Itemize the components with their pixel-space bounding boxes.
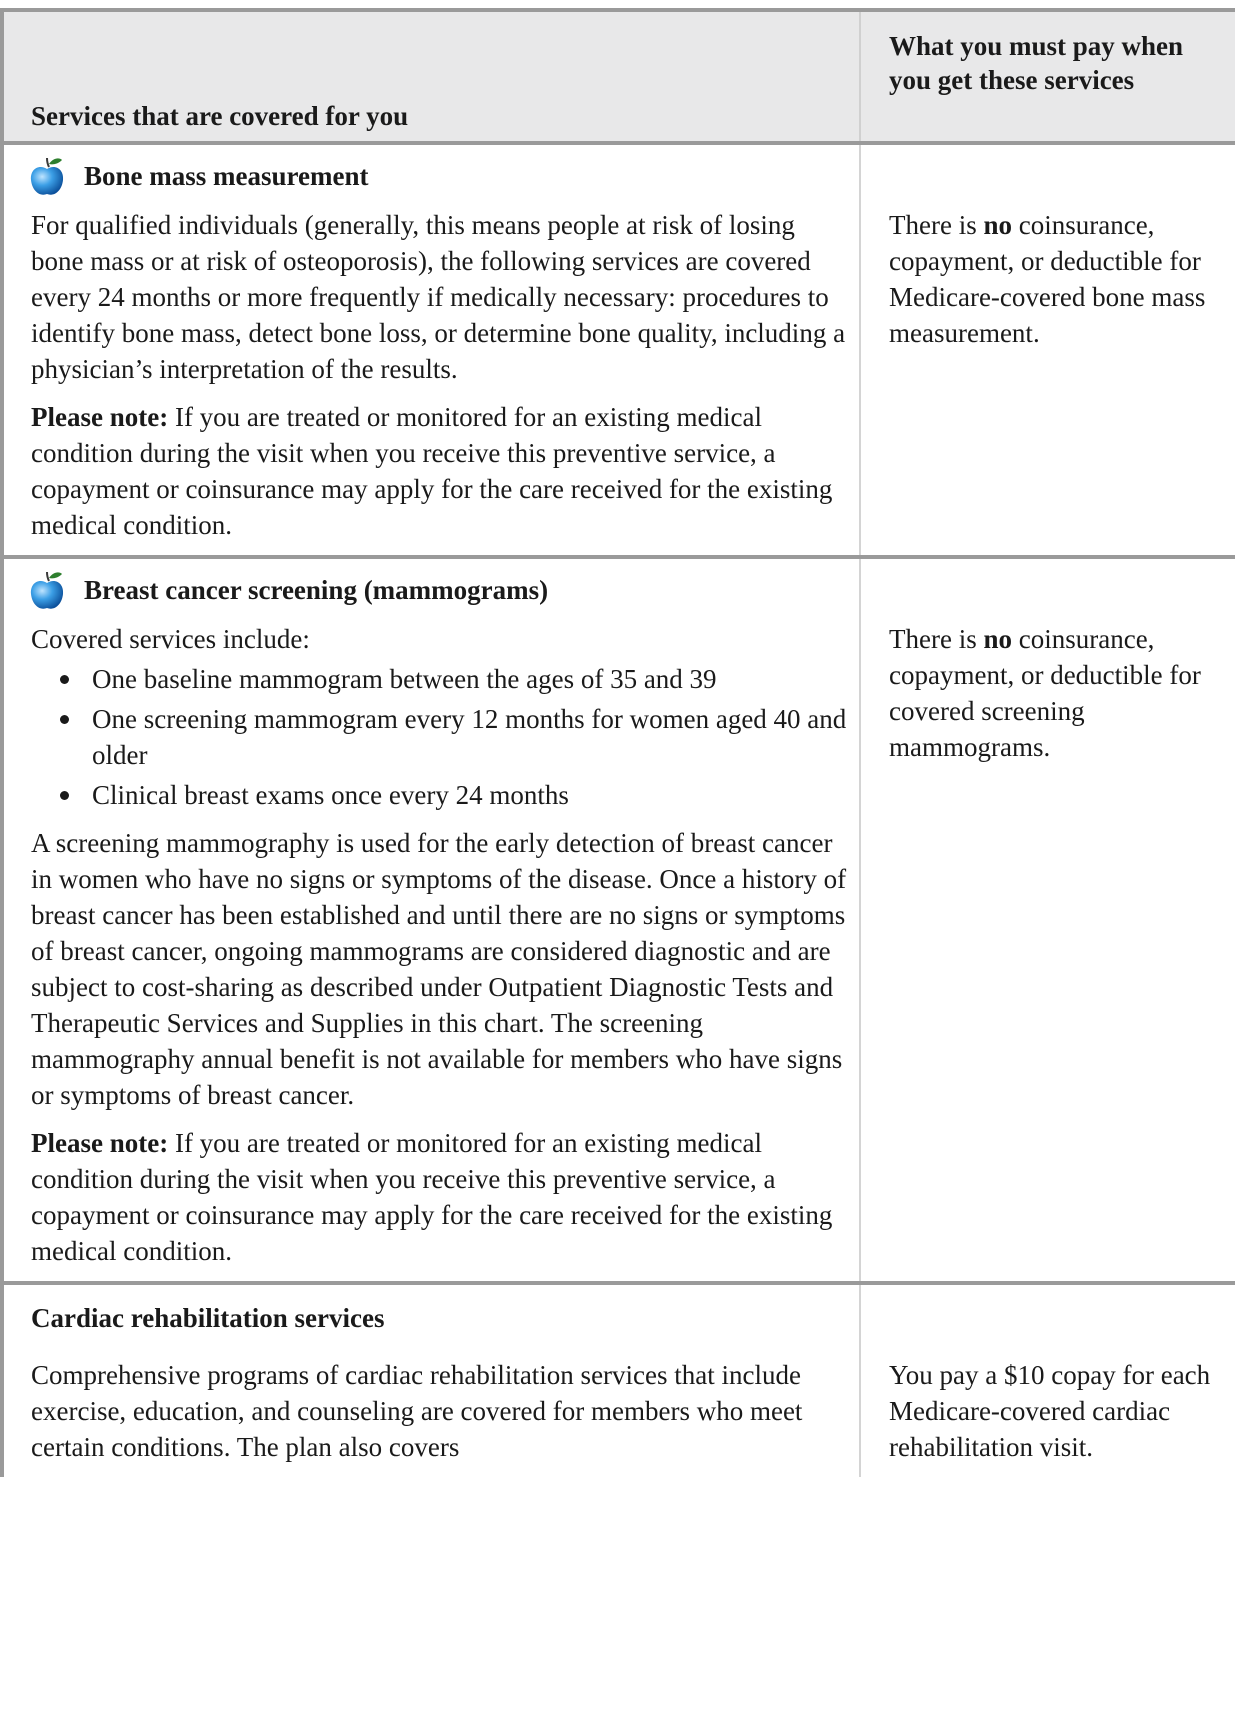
service-description: For qualified individuals (generally, this means people at risk of losing bone mass or at risk of osteoporosis), the following services are covered every 24 months or more frequently if medically necessary: procedures to identify bone mass, detect bone loss, or determine bone quality, including a physician’s interpretation of the results.	[31, 210, 846, 384]
service-description: A screening mammography is used for the early detection of breast cancer in women who have no signs or symptoms of the disease. Once a history of breast cancer has been established and until there are no signs or symptoms of breast cancer, ongoing mammograms are considered diagnostic and are subject to cost-sharing as described under Outpatient Diagnostic Tests and Therapeutic Services and Supplies in this chart. The screening mammography annual benefit is not available for members who have signs or symptoms of breast cancer.	[31, 828, 847, 1110]
service-details	[4, 559, 861, 1281]
cost-text-post: coinsurance, copayment, or deductible for Medicare-covered bone mass measurement.	[889, 210, 1206, 348]
note-text: If you are treated or monitored for an existing medical condition during the visit when you receive this preventive service, a copayment or coinsurance may apply for the care received for the existing medical condition.	[31, 1128, 833, 1266]
cost-details	[861, 559, 1235, 1281]
service-title	[31, 157, 849, 195]
service-note	[31, 399, 849, 543]
service-details	[4, 145, 861, 555]
service-title-text: Bone mass measurement	[84, 161, 369, 191]
service-details	[4, 1285, 861, 1477]
note-label: Please note:	[31, 402, 169, 432]
cost-text: You pay a $10 copay for each Medicare-covered cardiac rehabilitation visit.	[889, 1360, 1211, 1462]
cost-text-emphasis: no	[983, 624, 1012, 654]
service-intro: Covered services include:	[31, 624, 310, 654]
list-item: One screening mammogram every 12 months for women aged 40 and older	[31, 701, 849, 773]
benefits-table	[0, 8, 1235, 1477]
cost-details	[861, 145, 1235, 555]
service-note	[31, 1125, 849, 1269]
apple-icon	[28, 154, 66, 198]
cost-text	[889, 207, 1229, 351]
table-header-row	[4, 12, 1235, 145]
service-description: Comprehensive programs of cardiac rehabilitation services that include exercise, education, and counseling are covered for members who meet certain conditions. The plan also covers	[31, 1360, 803, 1462]
header-pay-label: What you must pay when you get these services	[889, 31, 1184, 95]
cost-details	[861, 1285, 1235, 1477]
cost-text-post: coinsurance, copayment, or deductible for covered screening mammograms.	[889, 624, 1201, 762]
apple-icon	[28, 568, 66, 612]
cost-text-pre: There is	[889, 624, 984, 654]
header-services-label: Services that are covered for you	[31, 101, 409, 131]
cost-text-pre: There is	[889, 210, 984, 240]
service-title: Cardiac rehabilitation services	[31, 1303, 385, 1333]
cost-text	[889, 621, 1229, 765]
covered-services-list	[31, 661, 849, 813]
list-item: One baseline mammogram between the ages of 35 and 39	[31, 661, 849, 697]
service-row-breast-cancer-screening	[4, 559, 1235, 1285]
service-title	[31, 571, 849, 609]
service-title-text: Breast cancer screening (mammograms)	[84, 575, 549, 605]
list-item: Clinical breast exams once every 24 months	[31, 777, 849, 813]
cost-text-emphasis: no	[983, 210, 1012, 240]
service-row-cardiac-rehabilitation	[4, 1285, 1235, 1477]
header-what-you-pay	[861, 12, 1235, 141]
note-text: If you are treated or monitored for an existing medical condition during the visit when you receive this preventive service, a copayment or coinsurance may apply for the care received for the existing medical condition.	[31, 402, 833, 540]
note-label: Please note:	[31, 1128, 169, 1158]
service-row-bone-mass	[4, 145, 1235, 559]
header-services-covered	[4, 12, 861, 141]
